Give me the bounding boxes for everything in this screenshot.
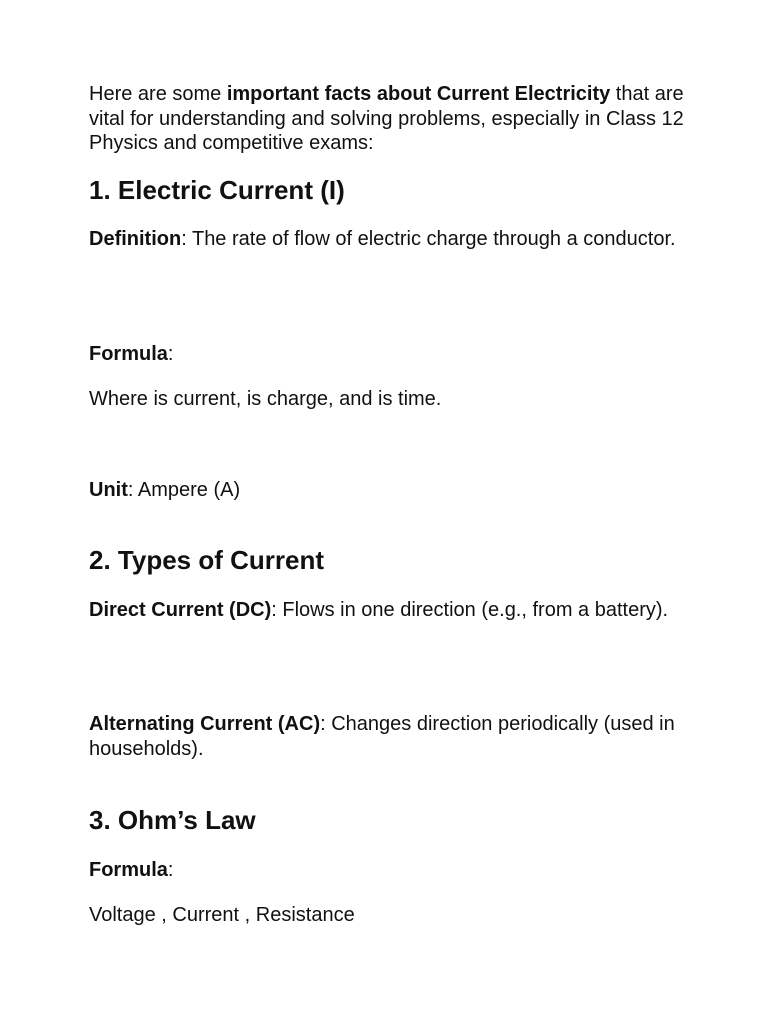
definition-paragraph — [89, 227, 689, 252]
definition-label: Definition — [89, 228, 182, 250]
ac-paragraph — [89, 712, 689, 761]
formula-1-paragraph — [89, 342, 689, 367]
section-1-heading: 1. Electric Current (I) — [89, 175, 345, 205]
unit-label: Unit — [89, 479, 128, 501]
intro-prefix: Here are some — [89, 83, 227, 105]
ac-text: : Changes direction periodically (used in households). — [89, 713, 675, 760]
formula-1-label: Formula — [89, 343, 168, 365]
ohm-terms-paragraph: Voltage , Current , Resistance — [89, 904, 355, 926]
formula-3-paragraph — [89, 858, 689, 883]
formula-1-colon: : — [167, 343, 174, 365]
formula-3-label: Formula — [89, 859, 168, 881]
formula-3-colon: : — [167, 859, 174, 881]
definition-text: : The rate of flow of electric charge through a conductor. — [181, 228, 676, 250]
where-paragraph: Where is current, is charge, and is time. — [89, 388, 442, 410]
intro-bold: important facts about Current Electricity — [226, 83, 611, 105]
unit-paragraph — [89, 478, 689, 503]
intro-suffix: that are vital for understanding and solving problems, especially in Class 12 Physics and competitive exams: — [89, 83, 684, 154]
ac-label: Alternating Current (AC) — [89, 713, 321, 735]
intro-paragraph — [89, 82, 689, 156]
dc-label: Direct Current (DC) — [89, 599, 272, 621]
section-2-heading: 2. Types of Current — [89, 545, 325, 575]
dc-text: : Flows in one direction (e.g., from a battery). — [271, 599, 669, 621]
unit-text: : Ampere (A) — [127, 479, 241, 501]
dc-paragraph — [89, 598, 689, 623]
section-3-heading: 3. Ohm’s Law — [89, 805, 256, 835]
